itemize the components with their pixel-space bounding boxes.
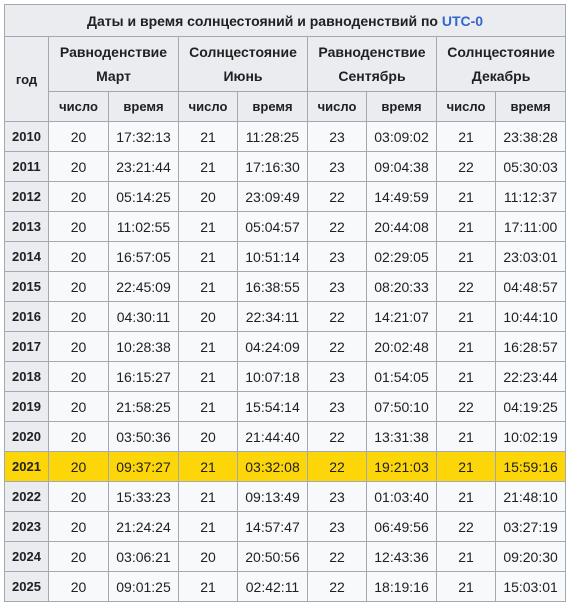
- table-row: [5, 542, 566, 572]
- time-column-header: время: [367, 92, 437, 122]
- day-cell: 20: [49, 212, 109, 242]
- time-cell: 11:02:55: [109, 212, 179, 242]
- group-header-month: Декабрь: [471, 68, 531, 84]
- day-cell: 21: [437, 422, 496, 452]
- time-cell: 15:33:23: [109, 482, 179, 512]
- table-row-highlighted: [5, 452, 566, 482]
- time-cell: 03:09:02: [367, 122, 437, 152]
- year-cell: 2020: [5, 422, 49, 452]
- time-cell: 04:24:09: [238, 332, 308, 362]
- day-cell: 21: [437, 242, 496, 272]
- day-cell: 21: [437, 122, 496, 152]
- time-cell: 21:48:10: [496, 482, 566, 512]
- year-cell: 2025: [5, 572, 49, 602]
- day-cell: 23: [308, 512, 367, 542]
- day-cell: 21: [437, 452, 496, 482]
- table-row: [5, 272, 566, 302]
- time-cell: 10:44:10: [496, 302, 566, 332]
- day-cell: 22: [308, 332, 367, 362]
- time-column-header: время: [109, 92, 179, 122]
- day-cell: 23: [308, 482, 367, 512]
- day-cell: 22: [308, 422, 367, 452]
- utc-link[interactable]: UTC-0: [441, 12, 484, 29]
- group-header: [437, 37, 566, 92]
- time-cell: 09:01:25: [109, 572, 179, 602]
- year-cell: 2018: [5, 362, 49, 392]
- time-cell: 15:03:01: [496, 572, 566, 602]
- day-cell: 23: [308, 362, 367, 392]
- time-cell: 10:02:19: [496, 422, 566, 452]
- day-cell: 20: [179, 422, 238, 452]
- table-row: [5, 152, 566, 182]
- time-cell: 17:11:00: [496, 212, 566, 242]
- day-cell: 20: [49, 332, 109, 362]
- table-row: [5, 572, 566, 602]
- time-cell: 09:13:49: [238, 482, 308, 512]
- time-cell: 22:23:44: [496, 362, 566, 392]
- time-cell: 21:24:24: [109, 512, 179, 542]
- table-row: [5, 332, 566, 362]
- year-column-header: год: [5, 37, 49, 122]
- year-cell: 2017: [5, 332, 49, 362]
- year-cell: 2022: [5, 482, 49, 512]
- year-cell: 2019: [5, 392, 49, 422]
- day-cell: 20: [49, 422, 109, 452]
- time-column-header: время: [238, 92, 308, 122]
- day-cell: 21: [179, 392, 238, 422]
- time-cell: 09:20:30: [496, 542, 566, 572]
- day-cell: 20: [49, 572, 109, 602]
- time-cell: 16:57:05: [109, 242, 179, 272]
- day-column-header: число: [308, 92, 367, 122]
- time-cell: 15:54:14: [238, 392, 308, 422]
- time-cell: 01:03:40: [367, 482, 437, 512]
- day-cell: 21: [437, 572, 496, 602]
- year-cell: 2010: [5, 122, 49, 152]
- day-cell: 20: [49, 302, 109, 332]
- time-cell: 20:02:48: [367, 332, 437, 362]
- time-cell: 13:31:38: [367, 422, 437, 452]
- time-cell: 16:15:27: [109, 362, 179, 392]
- time-cell: 02:29:05: [367, 242, 437, 272]
- group-header: [308, 37, 437, 92]
- table-caption: [5, 5, 566, 37]
- time-cell: 23:03:01: [496, 242, 566, 272]
- time-cell: 11:12:37: [496, 182, 566, 212]
- time-cell: 03:50:36: [109, 422, 179, 452]
- table-row: [5, 242, 566, 272]
- day-cell: 20: [49, 362, 109, 392]
- time-column-header: время: [496, 92, 566, 122]
- year-cell: 2015: [5, 272, 49, 302]
- caption-text: Даты и время солнцестояний и равноденствий по: [87, 12, 442, 29]
- day-cell: 20: [49, 182, 109, 212]
- time-cell: 17:16:30: [238, 152, 308, 182]
- time-cell: 11:28:25: [238, 122, 308, 152]
- table-row: [5, 392, 566, 422]
- time-cell: 14:21:07: [367, 302, 437, 332]
- table-row: [5, 302, 566, 332]
- day-cell: 20: [179, 302, 238, 332]
- group-header: [179, 37, 308, 92]
- day-cell: 21: [179, 272, 238, 302]
- time-cell: 22:45:09: [109, 272, 179, 302]
- table-row: [5, 482, 566, 512]
- day-cell: 23: [308, 272, 367, 302]
- group-header: [49, 37, 179, 92]
- time-cell: 03:32:08: [238, 452, 308, 482]
- time-cell: 16:28:57: [496, 332, 566, 362]
- day-cell: 22: [308, 572, 367, 602]
- group-header-event: Солнцестояние: [189, 44, 297, 60]
- time-cell: 20:50:56: [238, 542, 308, 572]
- time-cell: 16:38:55: [238, 272, 308, 302]
- time-cell: 09:37:27: [109, 452, 179, 482]
- group-header-month: Сентябрь: [338, 68, 406, 84]
- day-cell: 20: [179, 182, 238, 212]
- year-cell: 2013: [5, 212, 49, 242]
- day-cell: 21: [437, 482, 496, 512]
- day-cell: 23: [308, 122, 367, 152]
- day-cell: 21: [179, 332, 238, 362]
- day-cell: 23: [308, 392, 367, 422]
- day-cell: 21: [179, 452, 238, 482]
- time-cell: 06:49:56: [367, 512, 437, 542]
- time-cell: 10:28:38: [109, 332, 179, 362]
- day-cell: 20: [49, 482, 109, 512]
- time-cell: 23:09:49: [238, 182, 308, 212]
- day-cell: 21: [437, 362, 496, 392]
- day-column-header: число: [179, 92, 238, 122]
- solstice-equinox-table: [4, 4, 566, 602]
- year-cell: 2024: [5, 542, 49, 572]
- time-cell: 12:43:36: [367, 542, 437, 572]
- group-header-month: Март: [96, 68, 131, 84]
- day-cell: 21: [179, 152, 238, 182]
- day-cell: 21: [437, 332, 496, 362]
- time-cell: 19:21:03: [367, 452, 437, 482]
- day-cell: 20: [49, 152, 109, 182]
- day-cell: 22: [437, 392, 496, 422]
- time-cell: 09:04:38: [367, 152, 437, 182]
- day-cell: 22: [308, 302, 367, 332]
- day-cell: 21: [179, 572, 238, 602]
- year-cell: 2011: [5, 152, 49, 182]
- day-cell: 20: [49, 392, 109, 422]
- day-cell: 21: [179, 242, 238, 272]
- time-cell: 10:07:18: [238, 362, 308, 392]
- time-cell: 02:42:11: [238, 572, 308, 602]
- time-cell: 01:54:05: [367, 362, 437, 392]
- time-cell: 20:44:08: [367, 212, 437, 242]
- day-cell: 22: [437, 152, 496, 182]
- time-cell: 03:06:21: [109, 542, 179, 572]
- time-cell: 14:57:47: [238, 512, 308, 542]
- day-cell: 20: [49, 542, 109, 572]
- day-cell: 22: [308, 212, 367, 242]
- day-cell: 23: [308, 242, 367, 272]
- time-cell: 07:50:10: [367, 392, 437, 422]
- day-cell: 21: [437, 182, 496, 212]
- day-cell: 21: [179, 362, 238, 392]
- table-row: [5, 512, 566, 542]
- year-cell: 2016: [5, 302, 49, 332]
- table-row: [5, 212, 566, 242]
- day-cell: 22: [437, 272, 496, 302]
- time-cell: 18:19:16: [367, 572, 437, 602]
- day-cell: 22: [437, 512, 496, 542]
- day-cell: 22: [308, 182, 367, 212]
- time-cell: 05:30:03: [496, 152, 566, 182]
- time-cell: 21:58:25: [109, 392, 179, 422]
- day-cell: 21: [437, 302, 496, 332]
- time-cell: 05:04:57: [238, 212, 308, 242]
- group-header-event: Равноденствие: [318, 44, 426, 60]
- day-cell: 21: [179, 122, 238, 152]
- table-row: [5, 122, 566, 152]
- time-cell: 04:30:11: [109, 302, 179, 332]
- time-cell: 21:44:40: [238, 422, 308, 452]
- time-cell: 05:14:25: [109, 182, 179, 212]
- day-cell: 22: [308, 542, 367, 572]
- day-cell: 21: [437, 212, 496, 242]
- day-cell: 20: [49, 122, 109, 152]
- time-cell: 17:32:13: [109, 122, 179, 152]
- group-header-event: Солнцестояние: [447, 44, 555, 60]
- year-cell: 2021: [5, 452, 49, 482]
- day-cell: 20: [49, 452, 109, 482]
- day-cell: 21: [179, 512, 238, 542]
- table-row: [5, 422, 566, 452]
- day-cell: 20: [179, 542, 238, 572]
- time-cell: 08:20:33: [367, 272, 437, 302]
- day-cell: 20: [49, 512, 109, 542]
- day-cell: 20: [49, 242, 109, 272]
- day-cell: 22: [308, 452, 367, 482]
- day-cell: 21: [179, 482, 238, 512]
- year-cell: 2014: [5, 242, 49, 272]
- year-cell: 2012: [5, 182, 49, 212]
- time-cell: 22:34:11: [238, 302, 308, 332]
- day-column-header: число: [437, 92, 496, 122]
- time-cell: 04:19:25: [496, 392, 566, 422]
- table-row: [5, 362, 566, 392]
- group-header-event: Равноденствие: [59, 44, 168, 60]
- day-cell: 20: [49, 272, 109, 302]
- time-cell: 14:49:59: [367, 182, 437, 212]
- time-cell: 23:38:28: [496, 122, 566, 152]
- time-cell: 23:21:44: [109, 152, 179, 182]
- group-header-month: Июнь: [223, 68, 263, 84]
- day-cell: 21: [179, 212, 238, 242]
- day-cell: 21: [437, 542, 496, 572]
- time-cell: 03:27:19: [496, 512, 566, 542]
- time-cell: 15:59:16: [496, 452, 566, 482]
- day-cell: 23: [308, 152, 367, 182]
- table-row: [5, 182, 566, 212]
- year-cell: 2023: [5, 512, 49, 542]
- day-column-header: число: [49, 92, 109, 122]
- time-cell: 10:51:14: [238, 242, 308, 272]
- time-cell: 04:48:57: [496, 272, 566, 302]
